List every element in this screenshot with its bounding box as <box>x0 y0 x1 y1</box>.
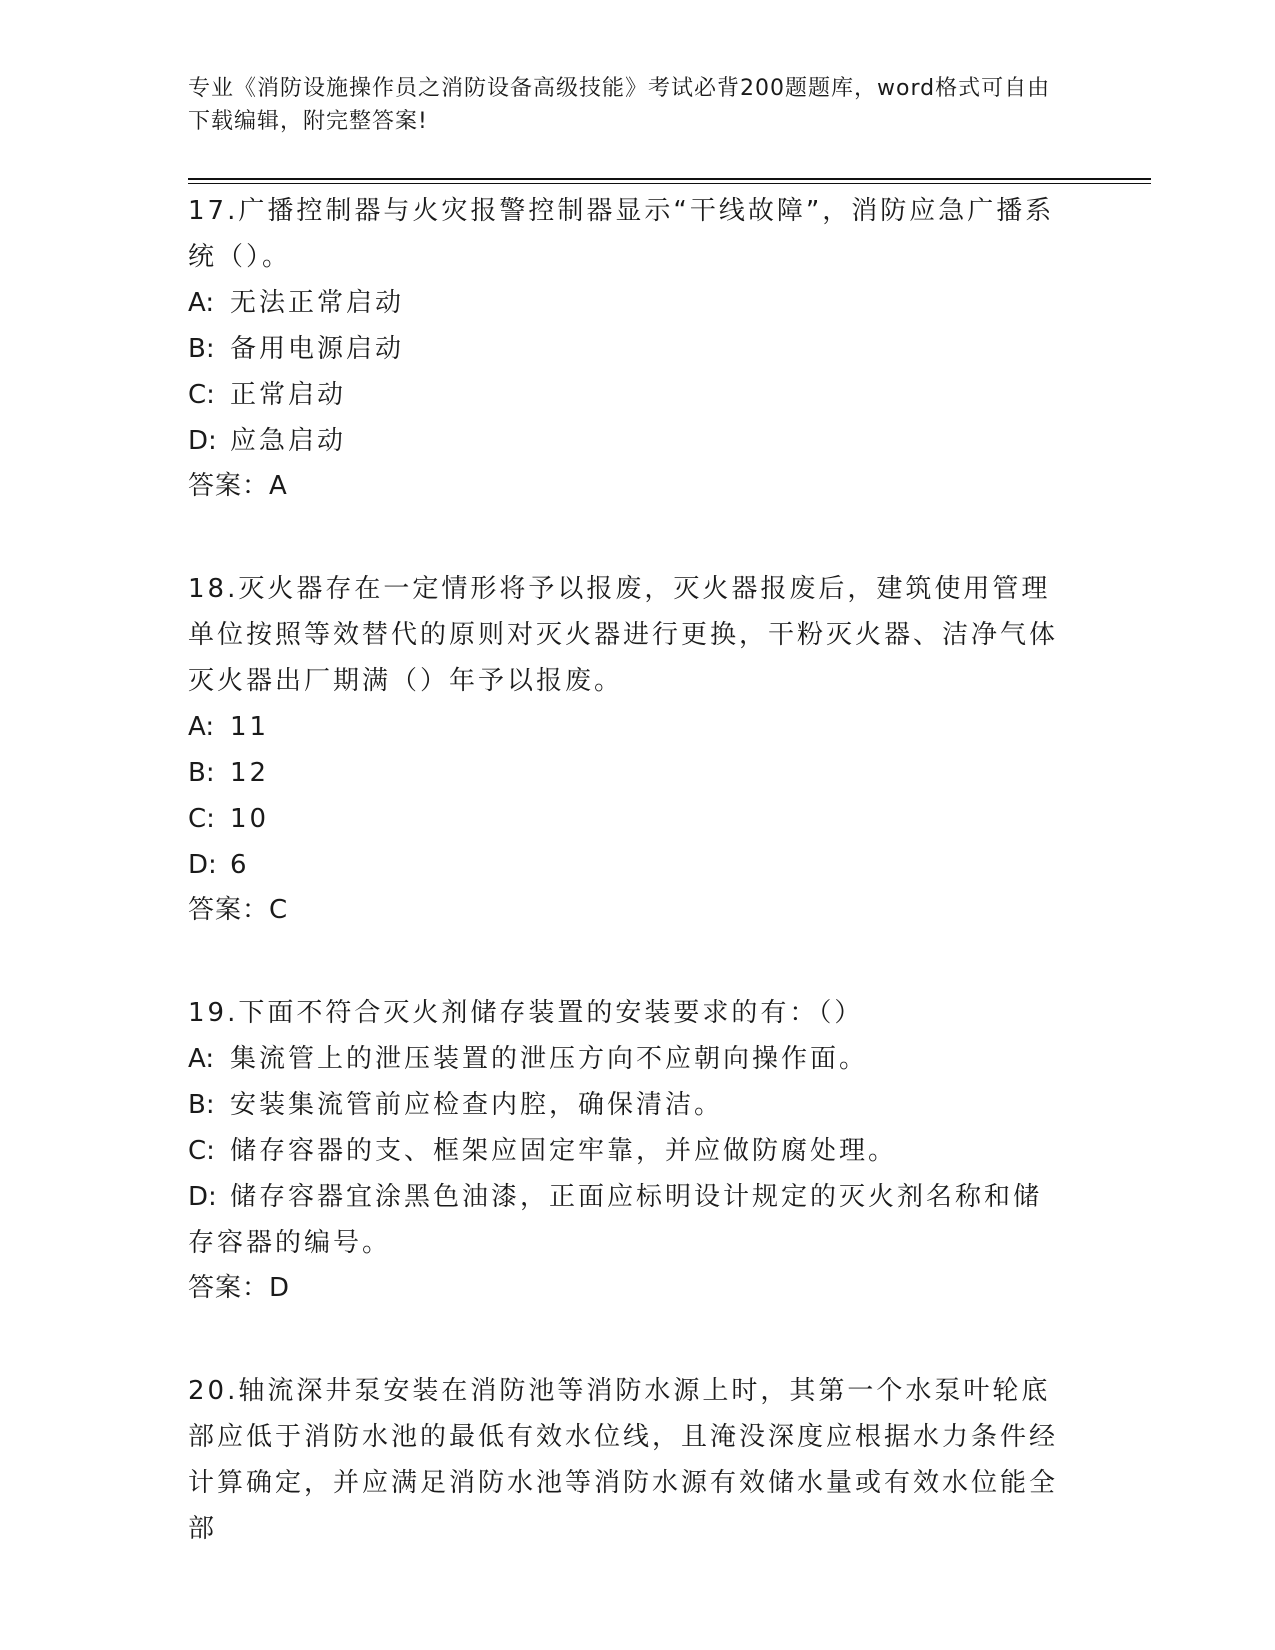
header-rule-thick <box>188 178 1151 180</box>
option-text: 10 <box>230 804 270 834</box>
option-text: 6 <box>230 850 250 880</box>
option-label: A: <box>188 1044 215 1074</box>
option-c <box>188 796 1068 842</box>
option-label: C: <box>188 804 215 834</box>
option-label: D: <box>188 426 217 456</box>
option-d <box>188 842 1068 888</box>
question-text: 18.灭火器存在一定情形将予以报废，灭火器报废后，建筑使用管理单位按照等效替代的原则对灭火器进行更换，干粉灭火器、洁净气体灭火器出厂期满（）年予以报废。 <box>188 574 1059 696</box>
question-19 <box>188 990 1068 1310</box>
option-a <box>188 280 1068 326</box>
question-text: 17.广播控制器与火灾报警控制器显示“干线故障”，消防应急广播系统（）。 <box>188 196 1055 272</box>
option-text: 安装集流管前应检查内腔，确保清洁。 <box>230 1090 724 1120</box>
option-b <box>188 750 1068 796</box>
option-text: 储存容器宜涂黑色油漆，正面应标明设计规定的灭火剂名称和储存容器的编号。 <box>188 1182 1043 1258</box>
option-label: A: <box>188 288 215 318</box>
option-b <box>188 1082 1068 1128</box>
header-rule-thin <box>188 183 1151 184</box>
answer: 答案：D <box>188 1273 291 1303</box>
option-label: A: <box>188 712 215 742</box>
option-c <box>188 1128 1068 1174</box>
option-text: 集流管上的泄压装置的泄压方向不应朝向操作面。 <box>230 1044 869 1074</box>
option-label: B: <box>188 334 215 364</box>
option-label: C: <box>188 1136 215 1166</box>
question-text: 19.下面不符合灭火剂储存装置的安装要求的有：（） <box>188 998 864 1028</box>
option-text: 储存容器的支、框架应固定牢靠，并应做防腐处理。 <box>230 1136 898 1166</box>
option-text: 备用电源启动 <box>230 334 405 364</box>
answer: 答案：A <box>188 471 288 501</box>
question-list <box>188 188 1068 1610</box>
option-text: 无法正常启动 <box>230 288 405 318</box>
option-label: C: <box>188 380 215 410</box>
option-label: B: <box>188 1090 215 1120</box>
answer: 答案：C <box>188 895 289 925</box>
option-text: 应急启动 <box>230 426 347 456</box>
question-17 <box>188 188 1068 508</box>
option-label: D: <box>188 850 217 880</box>
option-d <box>188 1174 1068 1266</box>
option-b <box>188 326 1068 372</box>
option-label: B: <box>188 758 215 788</box>
option-label: D: <box>188 1182 217 1212</box>
question-20 <box>188 1368 1068 1552</box>
option-text: 正常启动 <box>230 380 347 410</box>
option-text: 12 <box>230 758 270 788</box>
document-header: 专业《消防设施操作员之消防设备高级技能》考试必背200题题库，word格式可自由下载编辑，附完整答案! <box>188 76 1051 134</box>
option-a <box>188 704 1068 750</box>
option-c <box>188 372 1068 418</box>
option-d <box>188 418 1068 464</box>
question-18 <box>188 566 1068 932</box>
question-text: 20.轴流深井泵安装在消防池等消防水源上时，其第一个水泵叶轮底部应低于消防水池的最低有效水位线，且淹没深度应根据水力条件经计算确定，并应满足消防水池等消防水源有效储水量或有效水位能全部 <box>188 1376 1059 1544</box>
option-text: 11 <box>230 712 270 742</box>
option-a <box>188 1036 1068 1082</box>
